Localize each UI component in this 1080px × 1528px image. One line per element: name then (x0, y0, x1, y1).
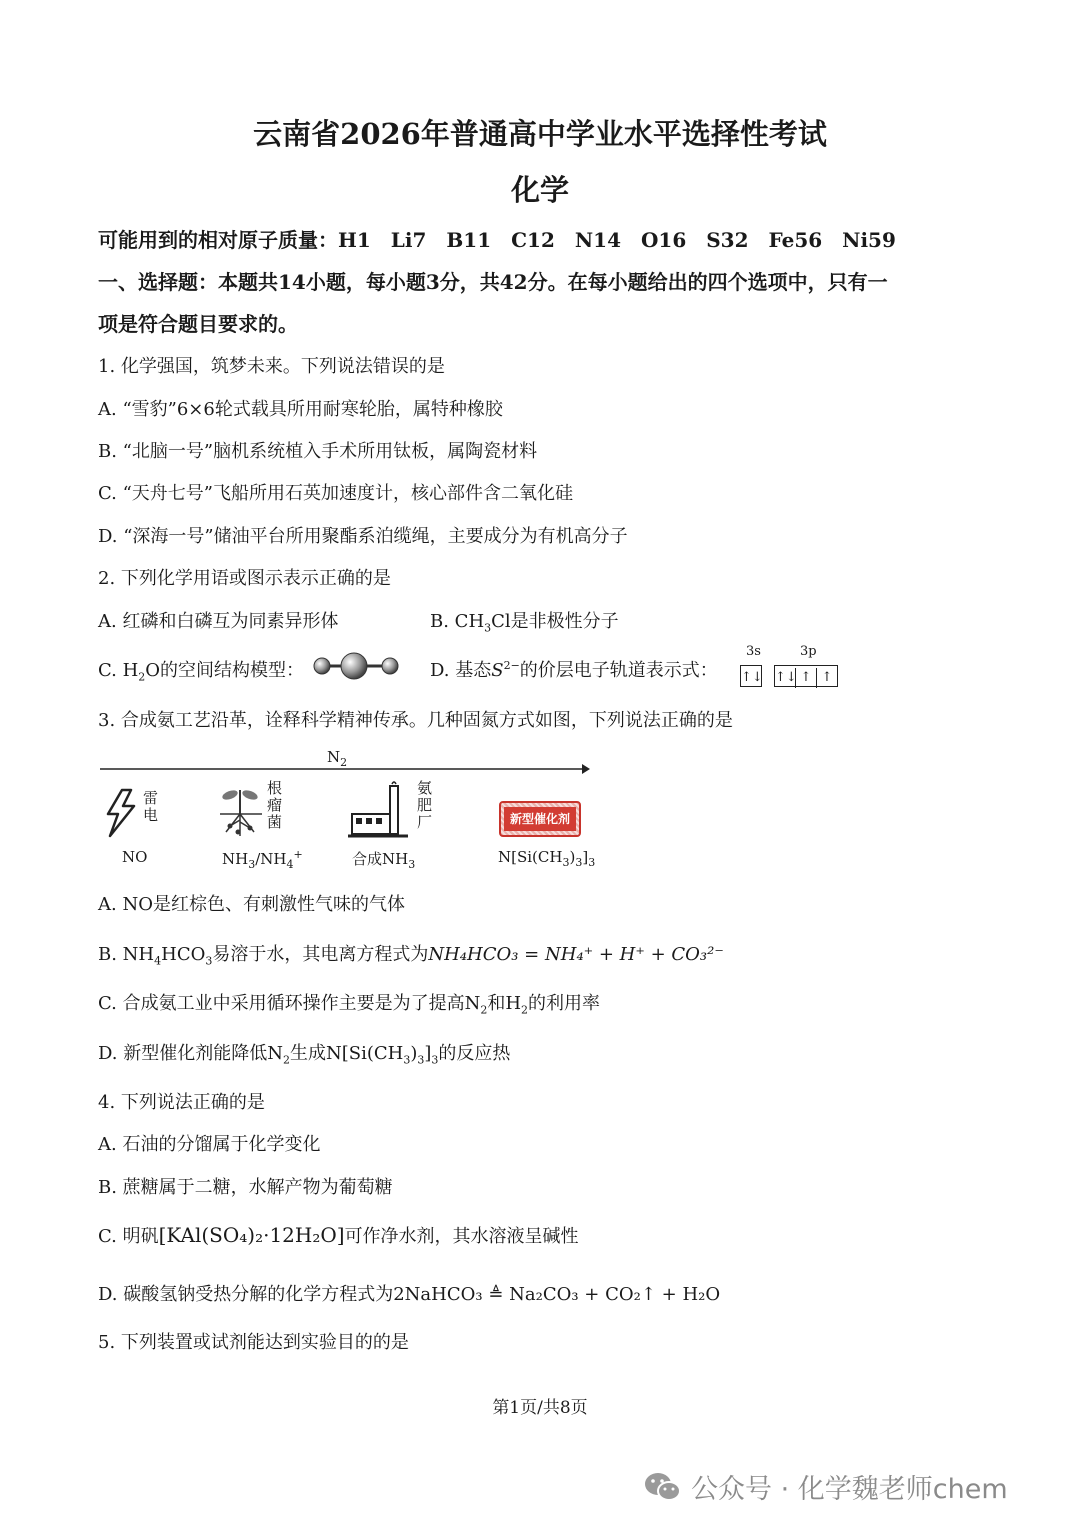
water-molecule-model-icon (310, 650, 402, 682)
arrow-label: $N_2$ (327, 748, 348, 769)
q1-option-a: A. “雪豹”6×6轮式载具所用耐寒轮胎，属特种橡胶 (98, 399, 503, 420)
q1-stem: 1. 化学强国，筑梦未来。下列说法错误的是 (98, 356, 445, 377)
orbital-3s-box (740, 665, 762, 687)
atomic-masses: 可能用到的相对原子质量：H1 Li7 B11 C12 N14 O16 S32 Fe56 Ni59 (98, 228, 896, 252)
ammonia-factory-icon (348, 780, 410, 840)
page-footer: 第1页/共8页 (492, 1398, 588, 1418)
q2-stem: 2. 下列化学用语或图示表示正确的是 (98, 568, 391, 589)
orbital-3p-cell-2: ↑ (796, 668, 817, 688)
label-anfeichang: 氨肥厂 (415, 780, 433, 831)
q3-option-b: B. $NH_4HCO_3$易溶于水，其电离方程式为NH₄HCO₃ = NH₄⁺ + H⁺ + CO₃²⁻ (98, 944, 724, 968)
q2-option-b: B. $CH_3Cl$是非极性分子 (430, 611, 619, 635)
alum-formula: [KAl(SO₄)₂·12H₂O] (158, 1223, 345, 1247)
wechat-icon (643, 1470, 683, 1504)
caption-n-si: $N[Si(CH_3)_3]_3$ (498, 848, 596, 869)
orbital-3p-label: 3p (800, 644, 817, 659)
nitrogen-fixation-arrow (100, 762, 592, 776)
q1-option-b: B. “北脑一号”脑机系统植入手术所用钛板，属陶瓷材料 (98, 441, 538, 462)
q5-stem: 5. 下列装置或试剂能达到实验目的的是 (98, 1332, 409, 1353)
q3-b-equation: NH₄HCO₃ = NH₄⁺ + H⁺ + CO₃²⁻ (428, 944, 724, 965)
lightning-icon (104, 788, 138, 838)
q4-option-c: C. 明矾[KAl(SO₄)₂·12H₂O]可作净水剂，其水溶液呈碱性 (98, 1223, 579, 1247)
watermark-text: 公众号 · 化学魏老师chem (691, 1474, 1008, 1505)
q4-stem: 4. 下列说法正确的是 (98, 1092, 265, 1113)
section-heading-line2: 项是符合题目要求的。 (98, 312, 298, 336)
q3-option-d: D. 新型催化剂能降低$N_2$生成$N[Si(CH_3)_3]_3$的反应热 (98, 1043, 511, 1067)
label-genliujun: 根瘤菌 (265, 780, 283, 831)
exam-title: 云南省2026年普通高中学业水平选择性考试 (253, 117, 827, 151)
watermark (643, 1467, 1008, 1506)
q2-option-a: A. 红磷和白磷互为同素异形体 (98, 611, 339, 632)
q4-option-a: A. 石油的分馏属于化学变化 (98, 1134, 321, 1155)
q3-option-a: A. NO是红棕色、有刺激性气味的气体 (98, 894, 405, 915)
q2-option-d: D. 基态$S^{2-}$的价层电子轨道表示式： (430, 659, 718, 681)
q2-option-c: C. $H_2O$的空间结构模型： (98, 660, 305, 684)
caption-synth-nh3: 合成$NH_3$ (352, 850, 416, 871)
section-heading-line1: 一、选择题：本题共14小题，每小题3分，共42分。在每小题给出的四个选项中，只有一 (98, 270, 888, 294)
subject-title: 化学 (510, 173, 569, 207)
q4-option-b: B. 蔗糖属于二糖，水解产物为葡萄糖 (98, 1177, 393, 1198)
q3-stem: 3. 合成氨工艺沿革，诠释科学精神传承。几种固氮方式如图，下列说法正确的是 (98, 710, 733, 731)
q3-option-c: C. 合成氨工业中采用循环操作主要是为了提高$N_2$和$H_2$的利用率 (98, 993, 601, 1017)
q1-option-d: D. “深海一号”储油平台所用聚酯系泊缆绳，主要成分为有机高分子 (98, 526, 628, 547)
q4-option-d: D. 碳酸氢钠受热分解的化学方程式为2NaHCO₃ ≜ Na₂CO₃ + CO₂↑ + H₂O (98, 1284, 721, 1305)
orbital-3s-cell: ↑↓ (741, 670, 763, 685)
nahco3-equation: 2NaHCO₃ ≜ Na₂CO₃ + CO₂↑ + H₂O (393, 1284, 721, 1305)
new-catalyst-stamp (499, 801, 581, 837)
orbital-3s-label: 3s (746, 644, 761, 659)
caption-no: NO (122, 848, 148, 866)
orbital-3p-box (774, 665, 838, 687)
label-leidian: 雷电 (141, 790, 159, 824)
orbital-3p-cell-1: ↑↓ (775, 668, 796, 688)
caption-nh3-nh4: $NH_3/NH_4^+$ (222, 848, 303, 871)
orbital-3p-cell-3: ↑ (821, 670, 833, 685)
new-catalyst-label: 新型催化剂 (504, 807, 576, 831)
q1-option-c: C. “天舟七号”飞船所用石英加速度计，核心部件含二氧化硅 (98, 483, 573, 504)
root-nodule-plant-icon (218, 786, 264, 838)
